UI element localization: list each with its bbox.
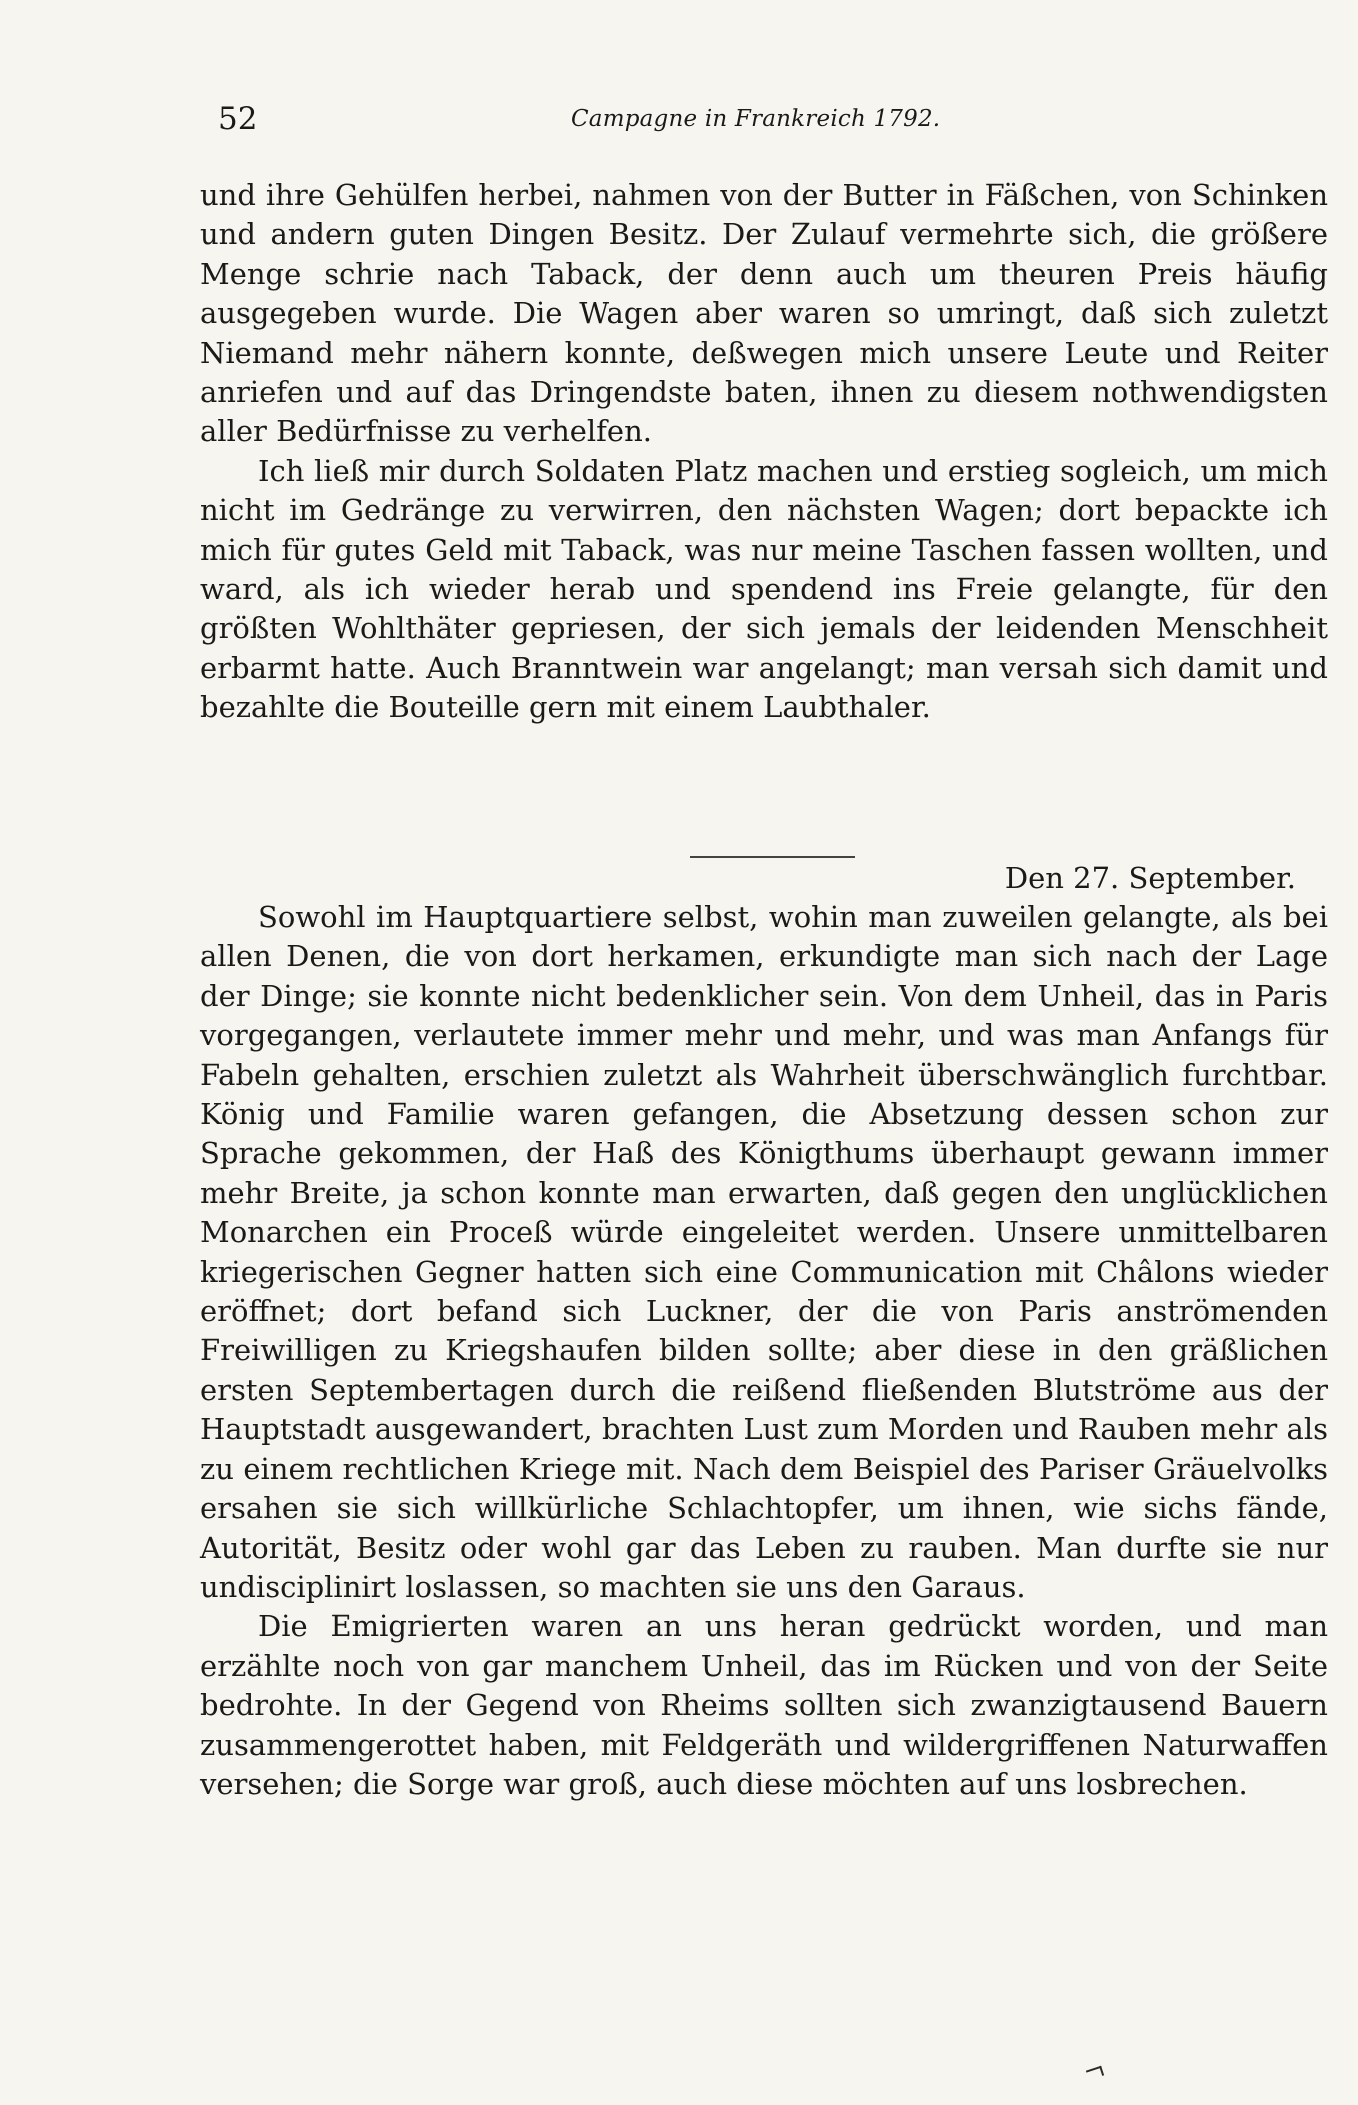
september-text-section (200, 898, 1328, 1804)
printer-mark-icon (1086, 2066, 1104, 2080)
date-heading: Den 27. September. (1004, 861, 1296, 895)
paragraph-emigrants: Die Emigrierten waren an uns heran gedrückt worden, und man erzählte noch von gar manchem Unheil, das im Rücken und von der Seite bedrohte. In der Gegend von Rheims sollten sich zwanzigtausend Bauern zusammengerottet haben, mit Feldgeräth und wildergriffenen Naturwaffen versehen; die Sorge war groß, auch diese möchten auf uns losbrechen. (200, 1609, 1328, 1801)
page-number: 52 (218, 101, 258, 137)
running-title: Campagne in Frankreich 1792. (571, 106, 941, 132)
opening-text-section (200, 176, 1328, 728)
paragraph-headquarters-news: Sowohl im Hauptquartiere selbst, wohin man zuweilen gelangte, als bei allen Denen, die von dort herkamen, erkundigte man sich nach der Lage der Dinge; sie konnte nicht bedenklicher sein. Von dem Unheil, das in Paris vorgegangen, verlautete immer mehr und mehr, und was man Anfangs für Fabeln gehalten, erschien zuletzt als Wahrheit überschwänglich furchtbar. König und Familie waren gefangen, die Absetzung dessen schon zur Sprache gekommen, der Haß des Königthums überhaupt gewann immer mehr Breite, ja schon konnte man erwarten, daß gegen den unglücklichen Monarchen ein Proceß würde eingeleitet werden. Unsere unmittelbaren kriegerischen Gegner hatten sich eine Communication mit Châlons wieder eröffnet; dort befand sich Luckner, der die von Paris anströmenden Freiwilligen zu Kriegshaufen bilden sollte; aber diese in den gräßlichen ersten Septembertagen durch die reißend fließenden Blutströme aus der Hauptstadt ausgewandert, brachten Lust zum Morden und Rauben mehr als zu einem rechtlichen Kriege mit. Nach dem Beispiel des Pariser Gräuelvolks ersahen sie sich willkürliche Schlachtopfer, um ihnen, wie sichs fände, Autorität, Besitz oder wohl gar das Leben zu rauben. Man durfte sie nur undisciplinirt loslassen, so machten sie uns den Garaus. (200, 900, 1328, 1604)
paragraph-continuation: und ihre Gehülfen herbei, nahmen von der Butter in Fäßchen, von Schinken und andern guten Dingen Besitz. Der Zulauf vermehrte sich, die größere Menge schrie nach Taback, der denn auch um theuren Preis häufig ausgegeben wurde. Die Wagen aber waren so umringt, daß sich zuletzt Niemand mehr nähern konnte, deßwegen mich unsere Leute und Reiter anriefen und auf das Dringendste baten, ihnen zu diesem nothwendigsten aller Bedürfnisse zu verhelfen. (200, 178, 1328, 449)
page-header (218, 95, 998, 143)
section-divider (690, 856, 855, 858)
paragraph-tobacco-wagon: Ich ließ mir durch Soldaten Platz machen und erstieg sogleich, um mich nicht im Gedränge zu verwirren, den nächsten Wagen; dort bepackte ich mich für gutes Geld mit Taback, was nur meine Taschen fassen wollten, und ward, als ich wieder herab und spendend ins Freie gelangte, für den größten Wohlthäter gepriesen, der sich jemals der leidenden Menschheit erbarmt hatte. Auch Branntwein war angelangt; man versah sich damit und bezahlte die Bouteille gern mit einem Laubthaler. (200, 453, 1328, 725)
